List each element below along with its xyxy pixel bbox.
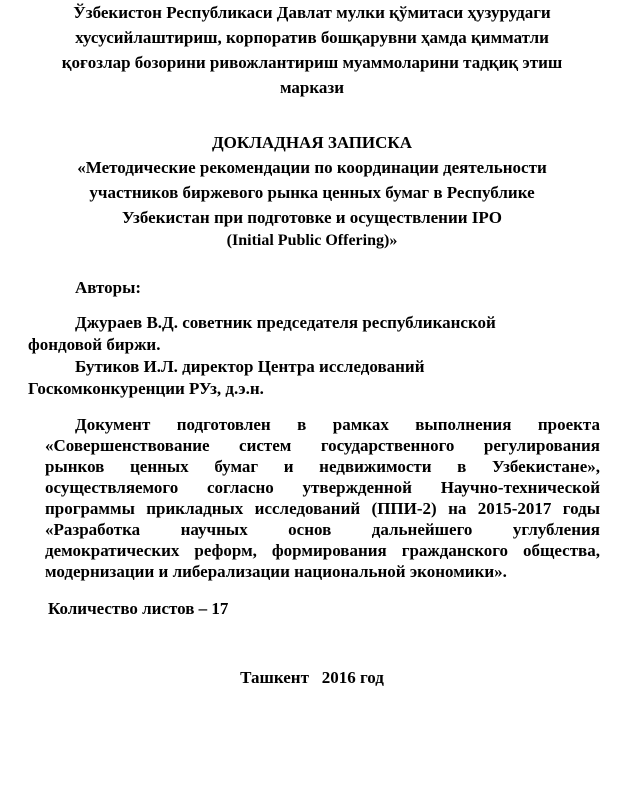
title-line: «Методические рекомендации по координации деятельности [77,158,547,177]
project-line: рынков ценных бумаг и недвижимости в Узбекистане», [45,457,600,476]
project-line: «Разработка научных основ дальнейшего углубления [45,520,600,539]
document-title-heading: ДОКЛАДНАЯ ЗАПИСКА [211,133,413,152]
author-line: Госкомконкуренции РУз, д.э.н. [28,379,264,398]
org-header-line: қоғозлар бозорини ривожлантириш муаммоларини тадқиқ этиш [61,53,563,72]
org-header-line: Ўзбекистон Республикаси Давлат мулки қўмитаси ҳузурудаги [73,3,551,22]
author-line: Джураев В.Д. советник председателя республиканской [75,313,496,332]
org-header-line: маркази [279,78,345,97]
author-line: фондовой биржи. [28,335,161,354]
title-subtitle: (Initial Public Offering)» [226,232,398,249]
project-description [45,414,600,582]
project-line: модернизации и либерализации национальной экономики». [45,562,507,581]
authors-label: Авторы: [75,278,142,297]
project-line: осуществляемого согласно утвержденной Научно-технической [45,478,600,497]
title-block [24,130,600,251]
organization-header [24,0,600,100]
project-line: Документ подготовлен в рамках выполнения проекта [75,415,600,434]
author-line: Бутиков И.Л. директор Центра исследований [75,357,425,376]
authors-section [28,275,600,400]
title-line: Узбекистан при подготовке и осуществлении IPO [121,208,503,227]
project-line: «Совершенствование систем государственного регулирования [45,436,600,455]
place-and-year: Ташкент 2016 год [240,668,384,687]
title-line: участников биржевого рынка ценных бумаг в Республике [89,183,535,202]
org-header-line: хусусийлаштириш, корпоратив бошқарувни ҳамда қимматли [75,28,549,47]
project-line: демократических реформ, формирования гражданского общества, [45,541,600,560]
project-line: программы прикладных исследований (ППИ-2) на 2015-2017 годы [45,499,600,518]
sheet-count: Количество листов – 17 [48,599,229,618]
